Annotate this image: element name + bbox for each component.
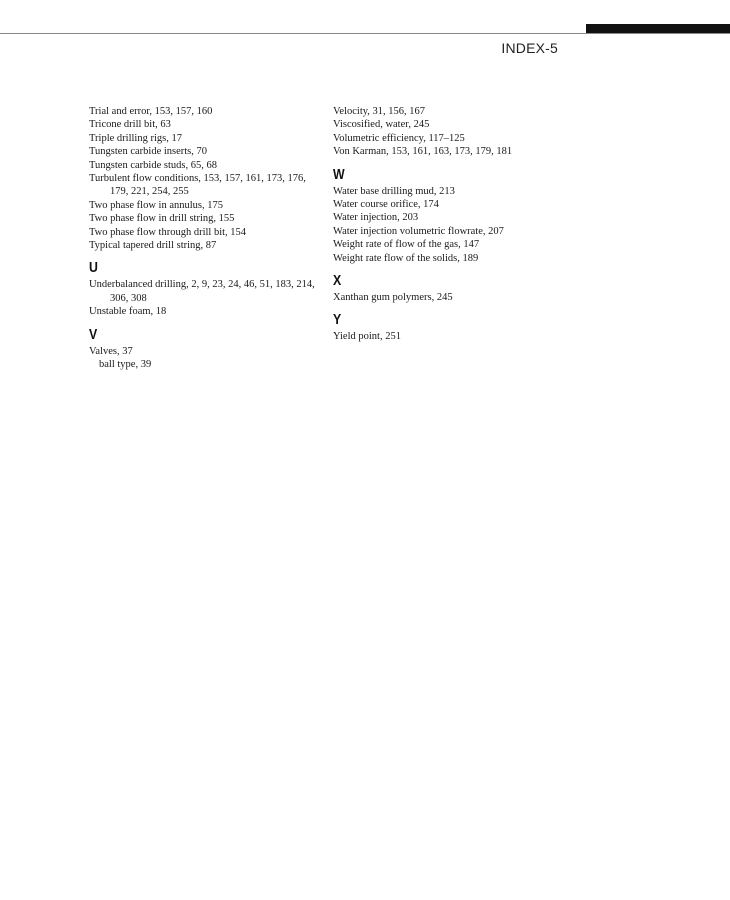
index-entry: Xanthan gum polymers, 245 <box>333 292 453 304</box>
section-letter-x: X <box>333 273 342 290</box>
index-entry: Water course orifice, 174 <box>333 199 439 211</box>
index-entry: Water injection volumetric flowrate, 207 <box>333 225 504 237</box>
index-entry: Velocity, 31, 156, 167 <box>333 106 426 117</box>
index-entry: Viscosified, water, 245 <box>333 119 430 131</box>
index-entry: Tungsten carbide studs, 65, 68 <box>89 159 217 171</box>
index-entry: Tricone drill bit, 63 <box>89 119 171 131</box>
index-entry: Yield point, 251 <box>333 331 401 343</box>
index-entry: Water base drilling mud, 213 <box>333 185 455 197</box>
index-entry: Trial and error, 153, 157, 160 <box>89 106 213 117</box>
index-entry: Two phase flow through drill bit, 154 <box>89 226 247 238</box>
index-entry: Valves, 37 <box>89 345 133 357</box>
index-column-left <box>89 105 319 372</box>
index-entry: Water injection, 203 <box>333 212 419 224</box>
section-letter-v: V <box>89 326 98 343</box>
header-rule <box>0 33 730 34</box>
section-letter-w: W <box>333 166 345 183</box>
section-letter-y: Y <box>333 312 342 329</box>
index-entry: Two phase flow in drill string, 155 <box>89 213 235 225</box>
index-subentry: ball type, 39 <box>99 359 152 371</box>
index-entry: Von Karman, 153, 161, 163, 173, 179, 181 <box>333 146 513 158</box>
index-entry: Two phase flow in annulus, 175 <box>89 199 223 211</box>
running-head: INDEX-5 <box>501 40 558 56</box>
index-entry: Underbalanced drilling, 2, 9, 23, 24, 46, 51, 183, 214, 306, 308 <box>89 279 315 304</box>
index-entry: Weight rate of flow of the gas, 147 <box>333 239 480 251</box>
index-entry: Tungsten carbide inserts, 70 <box>89 146 208 158</box>
index-entry: Weight rate flow of the solids, 189 <box>333 252 479 264</box>
index-entry: Unstable foam, 18 <box>89 306 167 318</box>
section-letter-u: U <box>89 260 98 277</box>
index-entry: Turbulent flow conditions, 153, 157, 161, 173, 176, 179, 221, 254, 255 <box>89 173 306 198</box>
index-entry: Typical tapered drill string, 87 <box>89 240 217 252</box>
index-entry: Triple drilling rigs, 17 <box>89 132 182 144</box>
index-entry: Volumetric efficiency, 117–125 <box>333 132 465 144</box>
index-column-right <box>333 105 563 344</box>
